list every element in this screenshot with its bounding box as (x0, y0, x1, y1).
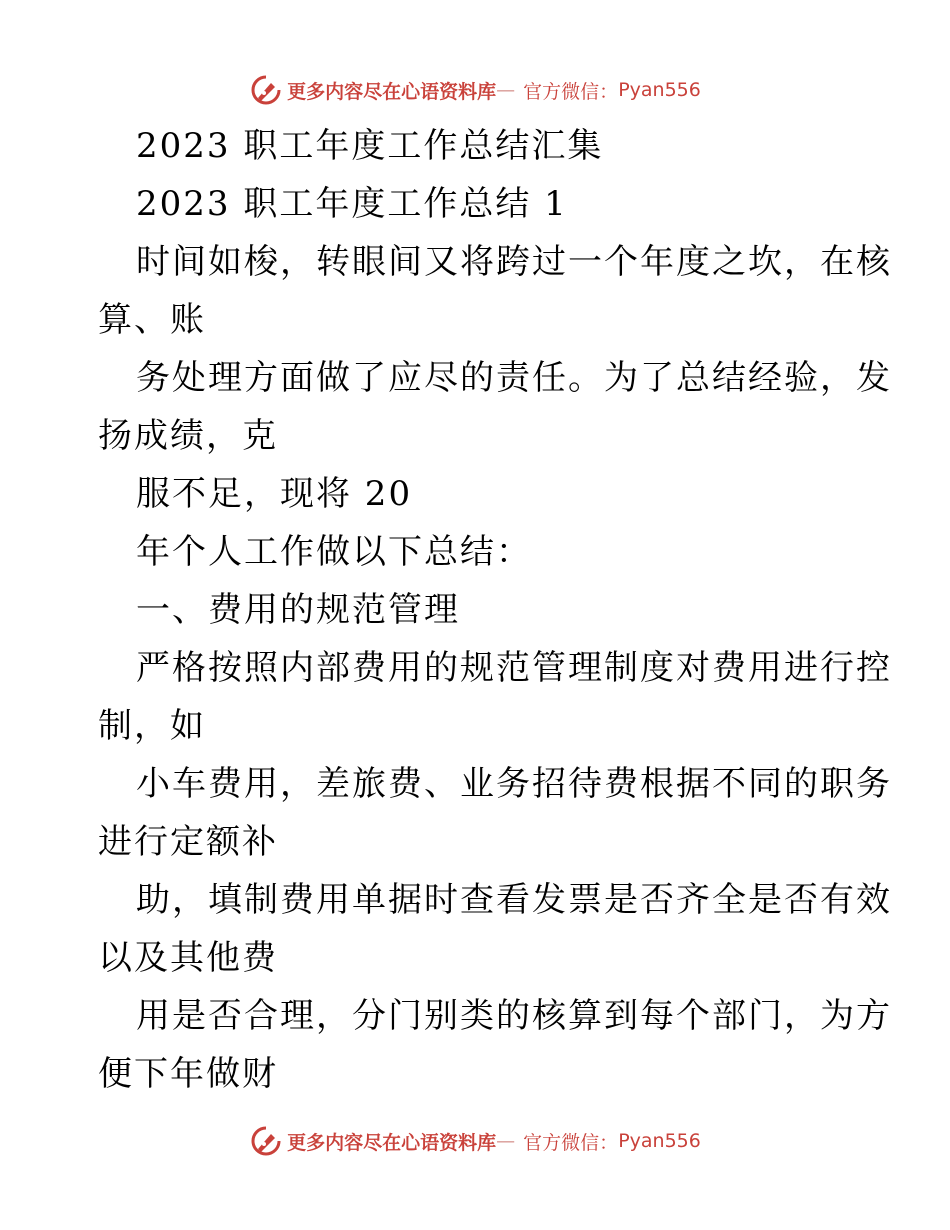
banner-contact-label: 官方微信： (523, 1131, 619, 1154)
header-banner (0, 70, 950, 110)
paragraph-line: 年个人工作做以下总结： (136, 532, 532, 572)
banner-separator: — (496, 79, 516, 101)
paragraph-line: 制，如 (98, 706, 206, 746)
paragraph-line: 扬成绩，克 (98, 416, 278, 456)
paragraph-line: 进行定额补 (98, 822, 278, 862)
pen-nib-logo-icon (249, 1124, 283, 1158)
banner-contact-id: Pyan556 (618, 1130, 701, 1152)
pen-nib-logo-icon (249, 73, 283, 107)
banner-main-text: 更多内容尽在心语资料库 (287, 80, 497, 103)
paragraph-line: 用是否合理，分门别类的核算到每个部门，为方 (136, 996, 892, 1036)
banner-contact-id: Pyan556 (618, 79, 701, 101)
paragraph-line: 务处理方面做了应尽的责任。为了总结经验，发 (136, 358, 892, 398)
paragraph-line: 小车费用，差旅费、业务招待费根据不同的职务 (136, 764, 892, 804)
paragraph-line: 严格按照内部费用的规范管理制度对费用进行控 (136, 648, 892, 688)
document-title: 2023 职工年度工作总结汇集 (136, 126, 604, 166)
footer-banner (0, 1121, 950, 1161)
document-body (98, 117, 892, 1103)
section-heading: 2023 职工年度工作总结 1 (136, 184, 568, 224)
paragraph-line: 算、账 (98, 300, 206, 340)
paragraph-line: 助，填制费用单据时查看发票是否齐全是否有效 (136, 880, 892, 920)
paragraph-line: 时间如梭，转眼间又将跨过一个年度之坎，在核 (136, 242, 892, 282)
subsection-heading: 一、费用的规范管理 (136, 590, 460, 630)
paragraph-line: 服不足，现将 20 (136, 474, 413, 514)
banner-contact-label: 官方微信： (523, 80, 619, 103)
banner-separator: — (496, 1130, 516, 1152)
banner-main-text: 更多内容尽在心语资料库 (287, 1131, 497, 1154)
paragraph-line: 便下年做财 (98, 1054, 278, 1094)
paragraph-line: 以及其他费 (98, 938, 278, 978)
